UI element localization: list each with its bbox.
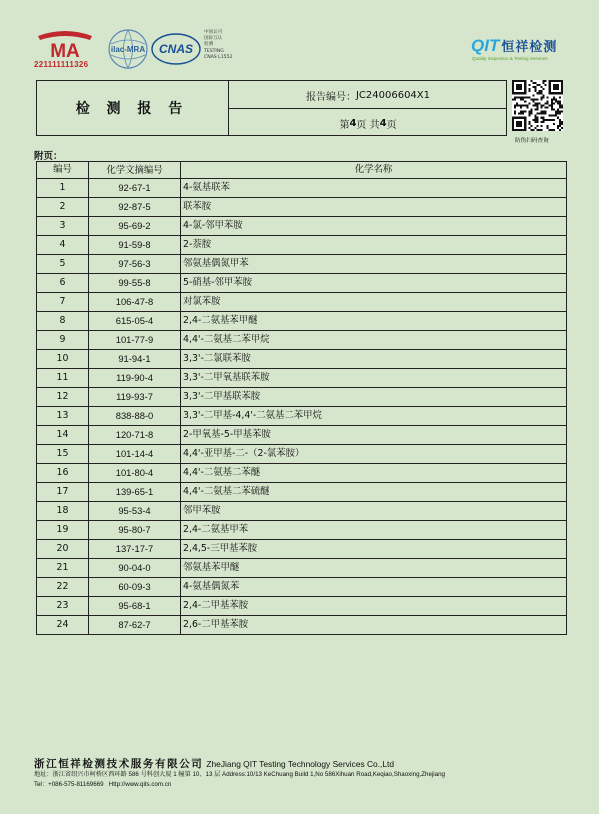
footer-company-en: ZheJiang QIT Testing Technology Services Co.,Ltd [206, 759, 395, 769]
cell-number: 5 [37, 255, 89, 274]
cell-number: 4 [37, 236, 89, 255]
column-header-number: 编号 [37, 162, 89, 179]
cnas-caption-line: 检测 [204, 42, 214, 48]
table-row [37, 502, 567, 521]
cell-chemical-name: 2,6-二甲基苯胺 [181, 616, 567, 635]
cell-chemical-name: 4,4'-二氨基二苯醚 [181, 464, 567, 483]
qr-caption: 防伪扫码查询 [515, 138, 549, 144]
page-info [229, 110, 507, 136]
table-row [37, 217, 567, 236]
cell-cas-number: 91-59-8 [89, 236, 181, 255]
cell-chemical-name: 4,4'-二氨基二苯甲烷 [181, 331, 567, 350]
cell-number: 16 [37, 464, 89, 483]
cell-cas-number: 137-17-7 [89, 540, 181, 559]
table-row [37, 578, 567, 597]
cell-chemical-name: 邻氨基苯甲醚 [181, 559, 567, 578]
cell-chemical-name: 2,4,5-三甲基苯胺 [181, 540, 567, 559]
table-row [37, 426, 567, 445]
page-total: 4 [379, 117, 387, 129]
attachment-label: 附页： [34, 151, 63, 162]
cell-cas-number: 95-69-2 [89, 217, 181, 236]
cell-number: 13 [37, 407, 89, 426]
cell-cas-number: 615-05-4 [89, 312, 181, 331]
cma-logo-text: MA [50, 41, 80, 62]
cell-chemical-name: 联苯胺 [181, 198, 567, 217]
qr-code [512, 80, 563, 131]
column-header-name: 化学名称 [181, 162, 567, 179]
cell-cas-number: 91-94-1 [89, 350, 181, 369]
cell-cas-number: 87-62-7 [89, 616, 181, 635]
footer-address: 地址：浙江省绍兴市柯桥区西环路 586 号科创大厦 1 幢第 10、13 层 Address:10/13 KeChuang Build 1,No 586Xihuan Road,Keqiao,Shaoxing,Zhejiang [34, 771, 445, 778]
cell-number: 14 [37, 426, 89, 445]
table-header-row [37, 162, 567, 179]
cell-chemical-name: 2,4-二甲基苯胺 [181, 597, 567, 616]
substance-table [36, 161, 567, 635]
report-number-value: JC24006604X1 [355, 89, 431, 101]
cell-number: 21 [37, 559, 89, 578]
cnas-logo-text: CNAS [158, 42, 194, 56]
table-row [37, 616, 567, 635]
cell-cas-number: 95-68-1 [89, 597, 181, 616]
cell-chemical-name: 2,4-二氨基甲苯 [181, 521, 567, 540]
report-number [229, 82, 507, 108]
cell-cas-number: 60-09-3 [89, 578, 181, 597]
cell-chemical-name: 邻甲苯胺 [181, 502, 567, 521]
cell-chemical-name: 4-氯-邻甲苯胺 [181, 217, 567, 236]
cell-number: 24 [37, 616, 89, 635]
cell-number: 12 [37, 388, 89, 407]
cell-number: 20 [37, 540, 89, 559]
cell-cas-number: 101-77-9 [89, 331, 181, 350]
cnas-caption-line: 中国认可 [204, 30, 223, 35]
cell-number: 11 [37, 369, 89, 388]
ilac-mra-logo [107, 28, 149, 70]
cell-cas-number: 90-04-0 [89, 559, 181, 578]
cell-number: 3 [37, 217, 89, 236]
qit-logo [471, 36, 557, 56]
cell-cas-number: 106-47-8 [89, 293, 181, 312]
cell-number: 7 [37, 293, 89, 312]
cell-chemical-name: 2-甲氧基-5-甲基苯胺 [181, 426, 567, 445]
ilac-logo-text: ilac-MRA [110, 45, 146, 54]
page-text-mid: 页 共 [356, 119, 380, 131]
cell-chemical-name: 3,3'-二甲氧基联苯胺 [181, 369, 567, 388]
cell-number: 6 [37, 274, 89, 293]
table-row [37, 293, 567, 312]
cell-number: 8 [37, 312, 89, 331]
cell-chemical-name: 3,3'-二甲基联苯胺 [181, 388, 567, 407]
cnas-caption-line: 国际互认 [204, 36, 223, 42]
report-title: 检 测 报 告 [36, 80, 229, 136]
cell-cas-number: 92-67-1 [89, 179, 181, 198]
cell-number: 22 [37, 578, 89, 597]
cnas-logo [150, 32, 202, 66]
cell-cas-number: 119-93-7 [89, 388, 181, 407]
table-row [37, 369, 567, 388]
cell-cas-number: 838-88-0 [89, 407, 181, 426]
cell-cas-number: 99-55-8 [89, 274, 181, 293]
table-row [37, 464, 567, 483]
cma-number: 221111111326 [34, 60, 89, 69]
cell-chemical-name: 3,3'-二甲基-4,4'-二氨基二苯甲烷 [181, 407, 567, 426]
cell-number: 10 [37, 350, 89, 369]
table-row [37, 540, 567, 559]
cell-chemical-name: 4-氨基联苯 [181, 179, 567, 198]
cell-number: 17 [37, 483, 89, 502]
qit-brand-cn: 恒祥检测 [501, 39, 558, 54]
table-row [37, 388, 567, 407]
cell-cas-number: 101-14-4 [89, 445, 181, 464]
cnas-caption-line: TESTING [204, 48, 224, 54]
table-row [37, 179, 567, 198]
cell-cas-number: 95-80-7 [89, 521, 181, 540]
cell-number: 15 [37, 445, 89, 464]
footer-website: Http://www.qits.com.cn [108, 781, 172, 788]
table-row [37, 255, 567, 274]
table-row [37, 559, 567, 578]
cell-chemical-name: 2,4-二氨基苯甲醚 [181, 312, 567, 331]
cell-number: 18 [37, 502, 89, 521]
footer-contact [34, 779, 171, 788]
cell-chemical-name: 对氯苯胺 [181, 293, 567, 312]
cell-number: 9 [37, 331, 89, 350]
column-header-cas: 化学文摘编号 [89, 162, 181, 179]
cell-chemical-name: 4-氨基偶氮苯 [181, 578, 567, 597]
table-row [37, 483, 567, 502]
cell-chemical-name: 3,3'-二氯联苯胺 [181, 350, 567, 369]
cell-cas-number: 139-65-1 [89, 483, 181, 502]
page-current: 4 [349, 117, 357, 129]
cell-cas-number: 92-87-5 [89, 198, 181, 217]
cnas-caption-line: CNAS L1552 [204, 54, 233, 60]
table-row [37, 274, 567, 293]
page-text-pre: 第 [339, 119, 350, 131]
cell-chemical-name: 4,4'-二氨基二苯硫醚 [181, 483, 567, 502]
cell-chemical-name: 5-硝基-邻甲苯胺 [181, 274, 567, 293]
cell-number: 2 [37, 198, 89, 217]
cell-cas-number: 119-90-4 [89, 369, 181, 388]
cell-chemical-name: 2-萘胺 [181, 236, 567, 255]
footer-tel: +086-575-81169669 [48, 781, 104, 788]
qit-brand: QIT [471, 36, 500, 55]
cell-cas-number: 101-80-4 [89, 464, 181, 483]
table-row [37, 597, 567, 616]
cell-chemical-name: 4,4'-亚甲基-二-（2-氯苯胺） [181, 445, 567, 464]
cell-number: 23 [37, 597, 89, 616]
cell-cas-number: 120-71-8 [89, 426, 181, 445]
cell-number: 19 [37, 521, 89, 540]
cnas-caption [204, 30, 232, 61]
title-divider [229, 108, 507, 109]
table-row [37, 521, 567, 540]
table-row [37, 407, 567, 426]
page-text-post: 页 [386, 119, 397, 131]
table-row [37, 198, 567, 217]
table-row [37, 312, 567, 331]
cell-cas-number: 97-56-3 [89, 255, 181, 274]
cell-number: 1 [37, 179, 89, 198]
cell-chemical-name: 邻氨基偶氮甲苯 [181, 255, 567, 274]
table-row [37, 445, 567, 464]
footer-tel-label: Tel： [34, 781, 49, 788]
table-row [37, 350, 567, 369]
table-row [37, 236, 567, 255]
cell-cas-number: 95-53-4 [89, 502, 181, 521]
footer-company-cn: 浙江恒祥检测技术服务有限公司 [34, 758, 204, 770]
table-row [37, 331, 567, 350]
report-number-label: 报告编号： [305, 91, 356, 103]
qit-tagline: Quality Inspection & Testing Services [472, 56, 548, 61]
